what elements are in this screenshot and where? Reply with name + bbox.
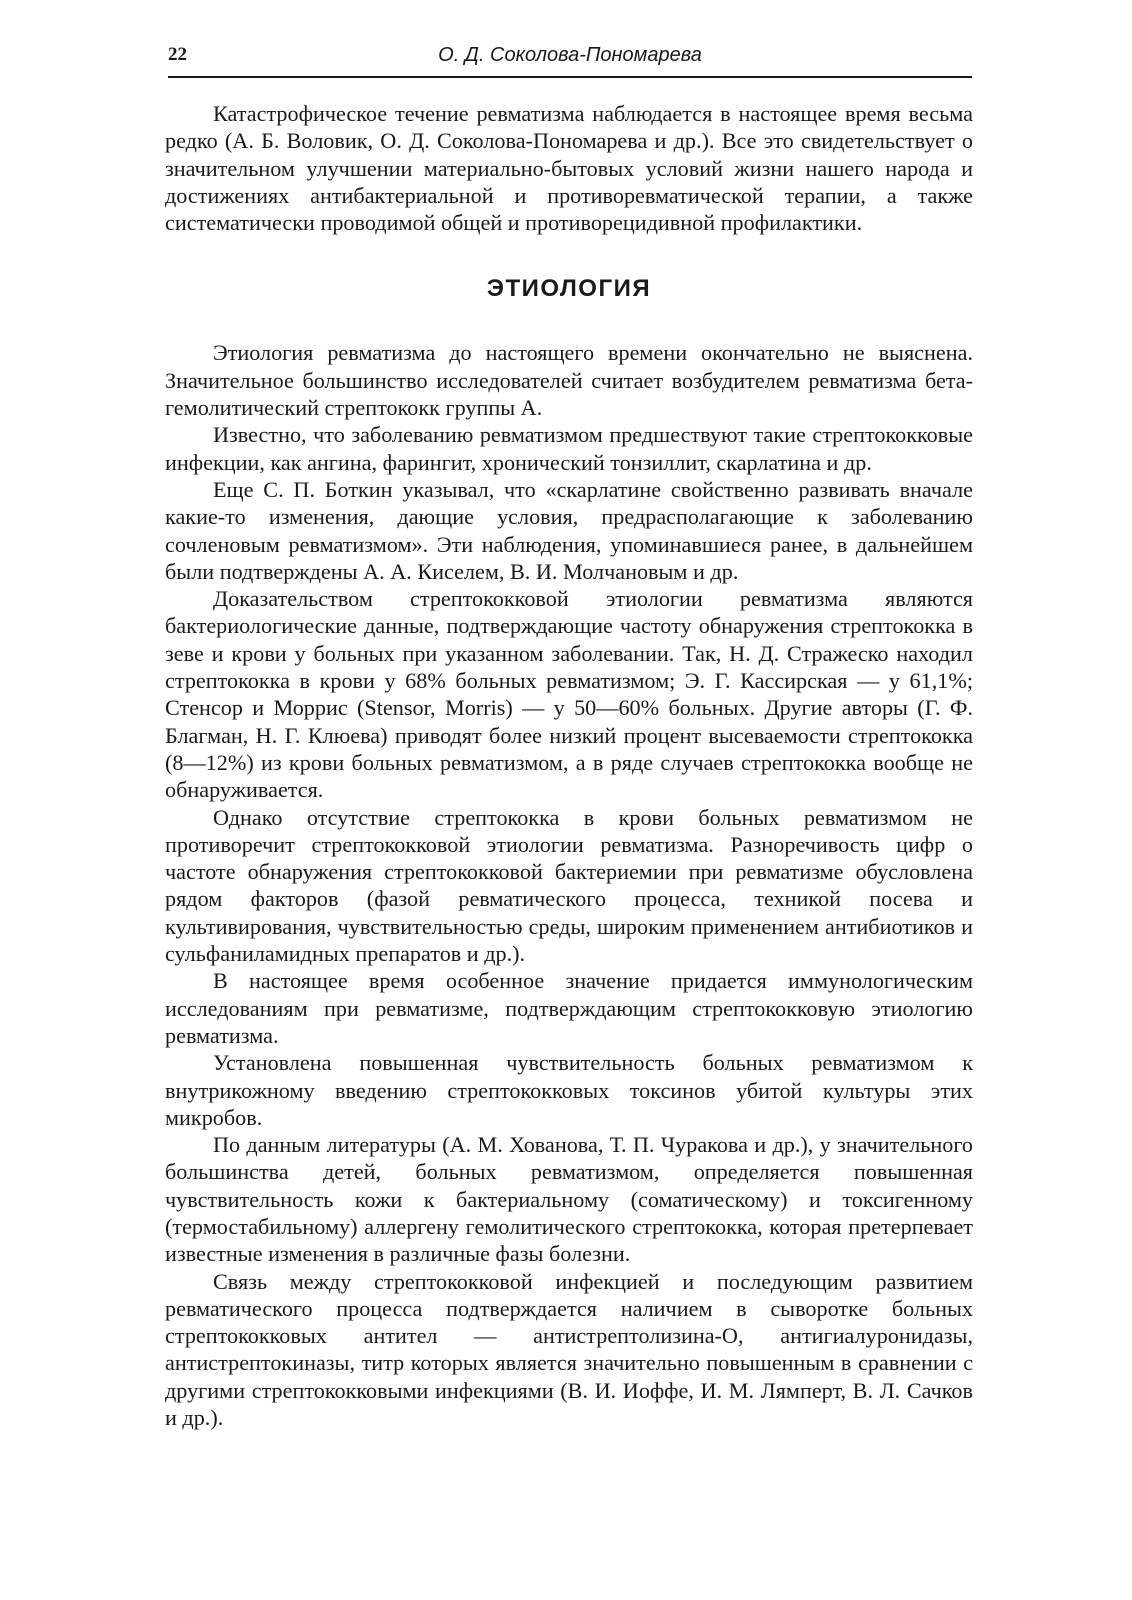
paragraph: В настоящее время особенное значение придается иммунологическим исследованиям при ревматизме, подтверждающим стрептококковую этиологию ревматизма. xyxy=(165,968,973,1048)
paragraph: Связь между стрептококковой инфекцией и последующим развитием ревматического процесса подтверждается наличием в сыворотке больных стрептококковых антител — антистрептолизина-О, антигиалуронидазы, антистрептокиназы, титр которых является значительно повышенным в сравнении с другими стрептококковыми инфекциями (В. И. Иоффе, И. М. Лямперт, В. Л. Сачков и др.). xyxy=(165,1268,973,1431)
paragraph: Известно, что заболеванию ревматизмом предшествуют такие стрептококковые инфекции, как ангина, фарингит, хронический тонзиллит, скарлатина и др. xyxy=(165,422,973,475)
section-title: ЭТИОЛОГИЯ xyxy=(486,275,652,303)
running-head: О. Д. Соколова-Пономарева xyxy=(438,44,702,66)
page-number: 22 xyxy=(168,44,187,65)
paragraph: Однако отсутствие стрептококка в крови больных ревматизмом не противоречит стрептококковой этиологии ревматизма. Разноречивость цифр о частоте обнаружения стрептококковой бактериемии при ревматизме обусловлена рядом факторов (фазой ревматического процесса, техникой посева и культивирования, чувствительностью среды, широким применением антибиотиков и сульфаниламидных препаратов и др.). xyxy=(165,804,973,967)
paragraph: Доказательством стрептококковой этиологии ревматизма являются бактериологические данные, подтверждающие частоту обнаружения стрептококка в зеве и крови у больных при указанном заболевании. Так, Н. Д. Стражеско находил стрептококка в крови у 68% больных ревматизмом; Э. Г. Кассирская — у 61,1%; Стенсор и Моррис (Stensor, Morris) — у 50—60% больных. Другие авторы (Г. Ф. Благман, Н. Г. Клюева) приводят более низкий процент высеваемости стрептококка (8—12%) из крови больных ревматизмом, а в ряде случаев стрептококка вообще не обнаруживается. xyxy=(165,586,973,803)
page-header xyxy=(168,42,972,78)
paragraph: Этиология ревматизма до настоящего времени окончательно не выяснена. Значительное большинство исследователей считает возбудителем ревматизма бета-гемолитический стрептококк группы А. xyxy=(165,340,973,421)
paragraph: Катастрофическое течение ревматизма наблюдается в настоящее время весьма редко (А. Б. Воловик, О. Д. Соколова-Пономарева и др.). Все это свидетельствует о значительном улучшении материально-бытовых условий жизни нашего народа и достижениях антибактериальной и противоревматической терапии, а также систематически проводимой общей и противорецидивной профилактики. xyxy=(165,101,973,236)
paragraph: По данным литературы (А. М. Хованова, Т. П. Чуракова и др.), у значительного большинства детей, больных ревматизмом, определяется повышенная чувствительность кожи к бактериальному (соматическому) и токсигенному (термостабильному) аллергену гемолитического стрептококка, которая претерпевает известные изменения в различные фазы болезни. xyxy=(165,1132,973,1267)
body-text xyxy=(165,100,973,1431)
paragraph: Еще С. П. Боткин указывал, что «скарлатине свойственно развивать вначале какие-то изменения, дающие условия, предрасполагающие к заболеванию сочленовым ревматизмом». Эти наблюдения, упоминавшиеся ранее, в дальнейшем были подтверждены А. А. Киселем, В. И. Молчановым и др. xyxy=(165,476,973,584)
paragraph: Установлена повышенная чувствительность больных ревматизмом к внутрикожному введению стрептококковых токсинов убитой культуры этих микробов. xyxy=(165,1050,973,1130)
